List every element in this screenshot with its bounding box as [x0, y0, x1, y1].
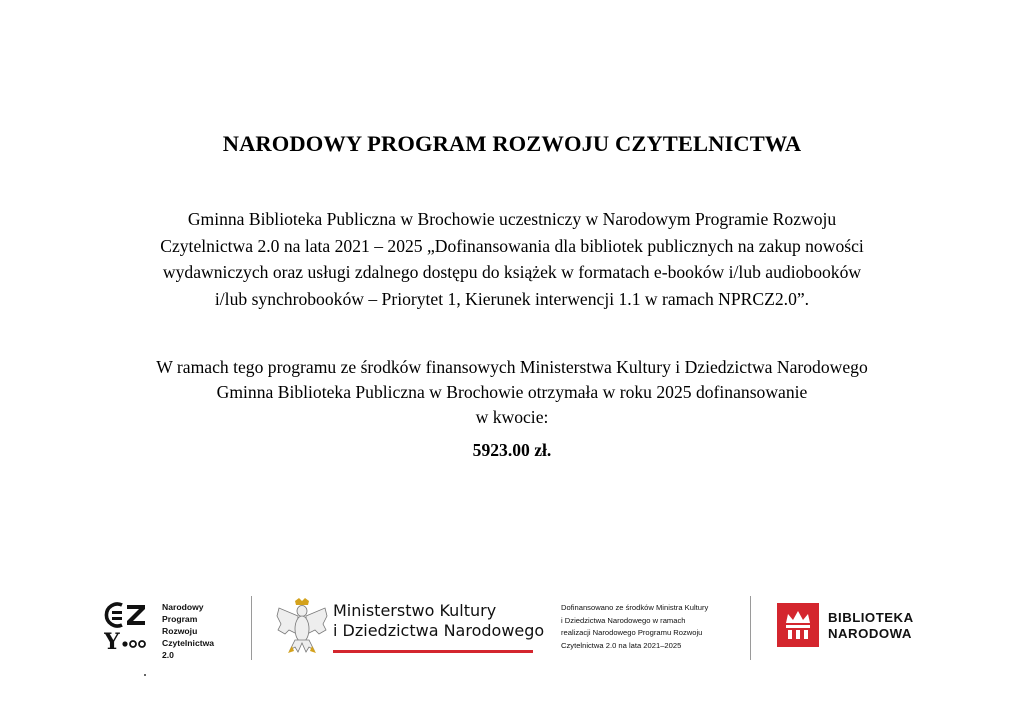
paragraph-line: w kwocie:	[475, 407, 549, 427]
note-line: Czytelnictwa 2.0 na lata 2021–2025	[561, 640, 682, 650]
logo-text-line: 2.0	[162, 650, 174, 660]
footer-logos	[0, 590, 1024, 680]
nprc-logo-icon	[104, 599, 164, 655]
funding-note	[561, 602, 746, 652]
paragraph-line: W ramach tego programu ze środków finansowych Ministerstwa Kultury i Dziedzictwa Narodowego	[156, 357, 868, 377]
note-line: realizacji Narodowego Programu Rozwoju	[561, 628, 703, 638]
note-line: i Dziedzictwa Narodowego w ramach	[561, 615, 686, 625]
paragraph-line: wydawniczych oraz usługi zdalnego dostępu do książek w formatach e-booków i/lub audiobooków	[162, 262, 862, 282]
logo-text-line: Czytelnictwa	[162, 638, 215, 648]
logo-separator	[750, 596, 751, 660]
logo-text-line: Narodowy	[162, 602, 204, 612]
funding-paragraph	[60, 355, 964, 430]
paragraph-line: Gminna Biblioteka Publiczna w Brochowie uczestniczy w Narodowym Programie Rozwoju	[187, 209, 837, 229]
logo-text-line: i Dziedzictwa Narodowego	[333, 621, 545, 640]
logo-text-line: NARODOWA	[828, 626, 912, 641]
biblioteka-narodowa-logo-text	[828, 610, 914, 642]
paragraph-line: Czytelnictwa 2.0 na lata 2021 – 2025 „Dofinansowania dla bibliotek publicznych na zakup nowości	[160, 235, 864, 256]
nprc-logo-text	[162, 601, 242, 661]
ministry-logo-text	[333, 601, 544, 641]
logo-text-line: Program	[162, 614, 198, 624]
white-eagle-emblem-icon	[275, 596, 329, 656]
funding-amount: 5923.00 zł.	[472, 440, 552, 460]
logo-separator	[251, 596, 252, 660]
logo-text-line: Ministerstwo Kultury	[333, 601, 497, 620]
svg-text:Y: Y	[104, 629, 120, 655]
paragraph-line: i/lub synchrobooków – Priorytet 1, Kierunek interwencji 1.1 w ramach NPRCZ2.0”.	[214, 288, 810, 309]
logo-text-line: BIBLIOTEKA	[828, 610, 914, 625]
logo-text-line: Rozwoju	[162, 626, 198, 636]
note-line: Dofinansowano ze środków Ministra Kultury	[561, 603, 709, 612]
ministry-red-underline	[333, 650, 533, 653]
page-title: NARODOWY PROGRAM ROZWOJU CZYTELNICTWA	[222, 131, 802, 156]
program-participation-paragraph	[80, 206, 944, 312]
biblioteka-narodowa-logo-icon	[777, 603, 819, 647]
paragraph-line: Gminna Biblioteka Publiczna w Brochowie otrzymała w roku 2025 dofinansowanie	[216, 382, 808, 402]
stray-dot	[144, 674, 146, 676]
